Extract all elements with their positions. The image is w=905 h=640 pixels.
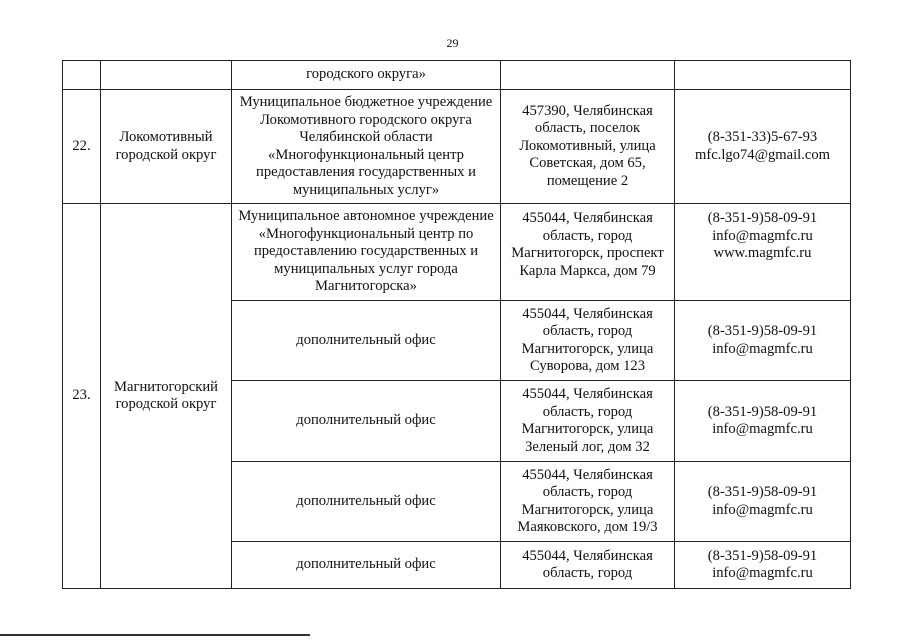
district-cell: [101, 61, 232, 90]
institution-cell: дополнительный офис: [232, 462, 501, 542]
page-number: 29: [446, 36, 459, 50]
address-cell: [501, 61, 675, 90]
institution-cell: дополнительный офис: [232, 542, 501, 589]
address-cell: 455044, Челябинская область, город Магнитогорск, улица Маяковского, дом 19/3: [501, 462, 675, 542]
institution-cell: Муниципальное бюджетное учреждение Локомотивного городского округа Челябинской области «Многофункциональный центр предоставления государственных и муниципальных услуг»: [232, 90, 501, 204]
address-cell: 455044, Челябинская область, город Магнитогорск, улица Суворова, дом 123: [501, 301, 675, 381]
contacts-cell: (8-351-9)58-09-91 info@magmfc.ru: [675, 542, 851, 589]
mfc-table: [62, 60, 851, 589]
table-row: [63, 90, 851, 204]
footer-rule: [0, 634, 310, 636]
address-cell: 457390, Челябинская область, поселок Локомотивный, улица Советская, дом 65, помещение 2: [501, 90, 675, 204]
district-cell: Локомотивный городской округ: [101, 90, 232, 204]
table-row: [63, 61, 851, 90]
contacts-cell: [675, 61, 851, 90]
institution-cell: дополнительный офис: [232, 301, 501, 381]
address-cell: 455044, Челябинская область, город Магнитогорск, проспект Карла Маркса, дом 79: [501, 204, 675, 301]
institution-cell: Муниципальное автономное учреждение «Многофункциональный центр по предоставлению государственных и муниципальных услуг города Магнитогорска»: [232, 204, 501, 301]
contacts-cell: (8-351-9)58-09-91 info@magmfc.ru: [675, 381, 851, 462]
contacts-cell: (8-351-9)58-09-91 info@magmfc.ru www.magmfc.ru: [675, 204, 851, 301]
contacts-cell: (8-351-9)58-09-91 info@magmfc.ru: [675, 462, 851, 542]
contacts-cell: (8-351-9)58-09-91 info@magmfc.ru: [675, 301, 851, 381]
address-cell: 455044, Челябинская область, город Магнитогорск, улица Зеленый лог, дом 32: [501, 381, 675, 462]
row-number-cell: [63, 61, 101, 90]
address-cell: 455044, Челябинская область, город: [501, 542, 675, 589]
institution-cell: городского округа»: [232, 61, 501, 90]
table-row: [63, 204, 851, 301]
district-cell: Магнитогорский городской округ: [101, 204, 232, 589]
row-number-cell: 22.: [63, 90, 101, 204]
row-number-cell: 23.: [63, 204, 101, 589]
institution-cell: дополнительный офис: [232, 381, 501, 462]
contacts-cell: (8-351-33)5-67-93 mfc.lgo74@gmail.com: [675, 90, 851, 204]
